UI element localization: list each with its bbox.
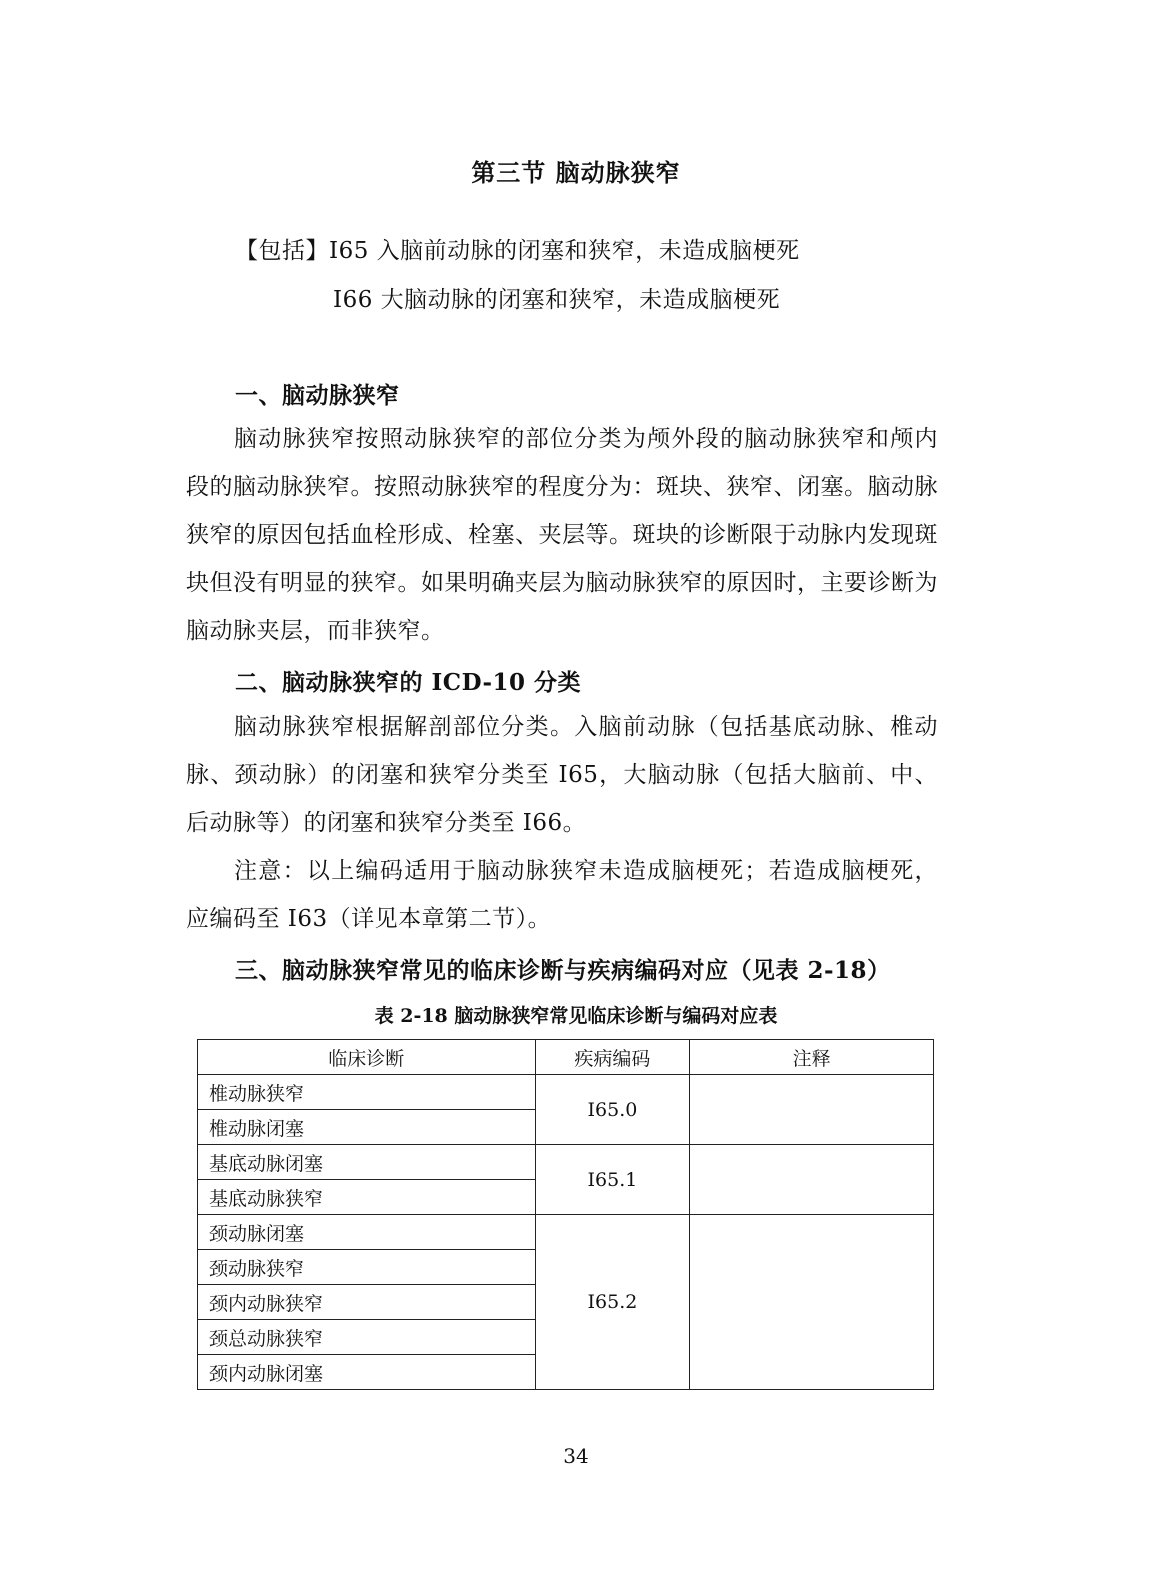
code-cell: I65.1 (535, 1145, 690, 1215)
table-row (198, 1215, 934, 1250)
diagnosis-cell: 颈动脉狭窄 (198, 1250, 536, 1285)
diagnosis-cell: 椎动脉闭塞 (198, 1110, 536, 1145)
note-cell (690, 1145, 934, 1215)
header-note: 注释 (690, 1040, 934, 1075)
code-cell: I65.2 (535, 1215, 690, 1390)
diagnosis-cell: 基底动脉闭塞 (198, 1145, 536, 1180)
diagnosis-cell: 基底动脉狭窄 (198, 1180, 536, 1215)
include-line-i66: I66 大脑动脉的闭塞和狭窄，未造成脑梗死 (333, 287, 781, 313)
code-cell: I65.0 (535, 1075, 690, 1145)
header-clinical-diagnosis: 临床诊断 (198, 1040, 536, 1075)
table-caption: 表 2-18 脑动脉狭窄常见临床诊断与编码对应表 (374, 1005, 778, 1027)
diagnosis-cell: 颈总动脉狭窄 (198, 1320, 536, 1355)
section-2-note: 注意：以上编码适用于脑动脉狭窄未造成脑梗死；若造成脑梗死，应编码至 I63（详见本章第二节）。 (186, 858, 938, 932)
section-heading-2: 二、脑动脉狭窄的 ICD-10 分类 (235, 669, 582, 696)
diagnosis-cell: 颈内动脉狭窄 (198, 1285, 536, 1320)
table-row (198, 1145, 934, 1180)
note-cell (690, 1215, 934, 1390)
section-1-paragraph: 脑动脉狭窄按照动脉狭窄的部位分类为颅外段的脑动脉狭窄和颅内段的脑动脉狭窄。按照动脉狭窄的程度分为：斑块、狭窄、闭塞。脑动脉狭窄的原因包括血栓形成、栓塞、夹层等。斑块的诊断限于动脉内发现斑块但没有明显的狭窄。如果明确夹层为脑动脉狭窄的原因时，主要诊断为脑动脉夹层，而非狭窄。 (186, 426, 938, 644)
include-line-i65: 【包括】I65 入脑前动脉的闭塞和狭窄，未造成脑梗死 (235, 238, 800, 264)
diagnosis-code-table (197, 1039, 934, 1390)
section-2-paragraph: 脑动脉狭窄根据解剖部位分类。入脑前动脉（包括基底动脉、椎动脉、颈动脉）的闭塞和狭窄分类至 I65，大脑动脉（包括大脑前、中、后动脉等）的闭塞和狭窄分类至 I66。 (186, 714, 938, 836)
section-heading-1: 一、脑动脉狭窄 (235, 382, 400, 409)
section-heading-3: 三、脑动脉狭窄常见的临床诊断与疾病编码对应（见表 2-18） (235, 957, 891, 984)
table-header-row (198, 1040, 934, 1075)
table-row (198, 1075, 934, 1110)
diagnosis-cell: 颈动脉闭塞 (198, 1215, 536, 1250)
note-cell (690, 1075, 934, 1145)
header-disease-code: 疾病编码 (535, 1040, 690, 1075)
page-number: 34 (563, 1444, 589, 1468)
diagnosis-cell: 颈内动脉闭塞 (198, 1355, 536, 1390)
diagnosis-cell: 椎动脉狭窄 (198, 1075, 536, 1110)
page-title: 第三节 脑动脉狭窄 (471, 158, 681, 187)
